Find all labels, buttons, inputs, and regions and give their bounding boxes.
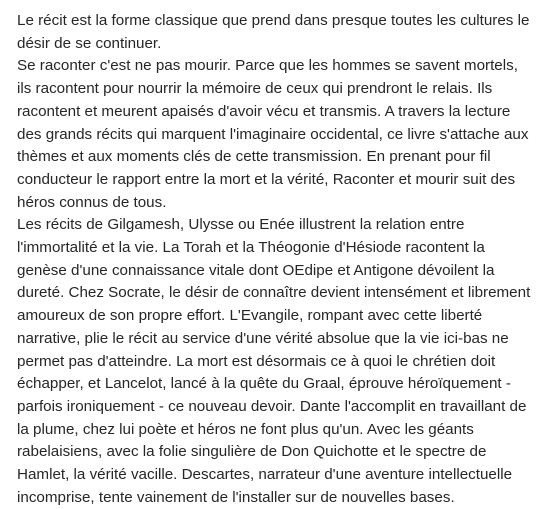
body-paragraph: Les récits de Gilgamesh, Ulysse ou Enée illustrent la relation entre l'immortalité et la vie. La Torah et la Théogonie d'Hésiode racontent la genèse d'une connaissance vitale dont OEdipe et Antigone dévoilent la dureté. Chez Socrate, le désir de connaître devient intensément et librement amoureux de son propre effort. L'Evangile, rompant avec cette liberté narrative, plie le récit au service d'une vérité absolue que la vie ici-bas ne permet pas d'atteindre. La mort est désormais ce à quoi le chrétien doit échapper, et Lancelot, lancé à la quête du Graal, éprouve héroïquement - parfois ironiquement - ce nouveau devoir. Dante l'accomplit en travaillant de la plume, chez lui poète et héros ne font plus qu'un. Avec les géants rabelaisiens, avec la folie singulière de Don Quichotte et le spectre de Hamlet, la vérité vacille. Descartes, narrateur d'une aventure intellectuelle incomprise, tente vainement de l'installer sur de nouvelles bases. [17,216,531,506]
intro-paragraph: Le récit est la forme classique que prend dans presque toutes les cultures le désir de se continuer. [17,12,530,52]
body-paragraph: Se raconter c'est ne pas mourir. Parce que les hommes se savent mortels, ils racontent pour nourrir la mémoire de ceux qui prendront le relais. Ils racontent et meurent apaisés d'avoir vécu et transmis. A travers la lecture des grands récits qui marquent l'imaginaire occidental, ce livre s'attache aux thèmes et aux moments clés de cette transmission. En prenant pour fil conducteur le rapport entre la mort et la vérité, Raconter et mourir suit des héros connus de tous. [17,57,529,211]
book-description [17,10,533,509]
